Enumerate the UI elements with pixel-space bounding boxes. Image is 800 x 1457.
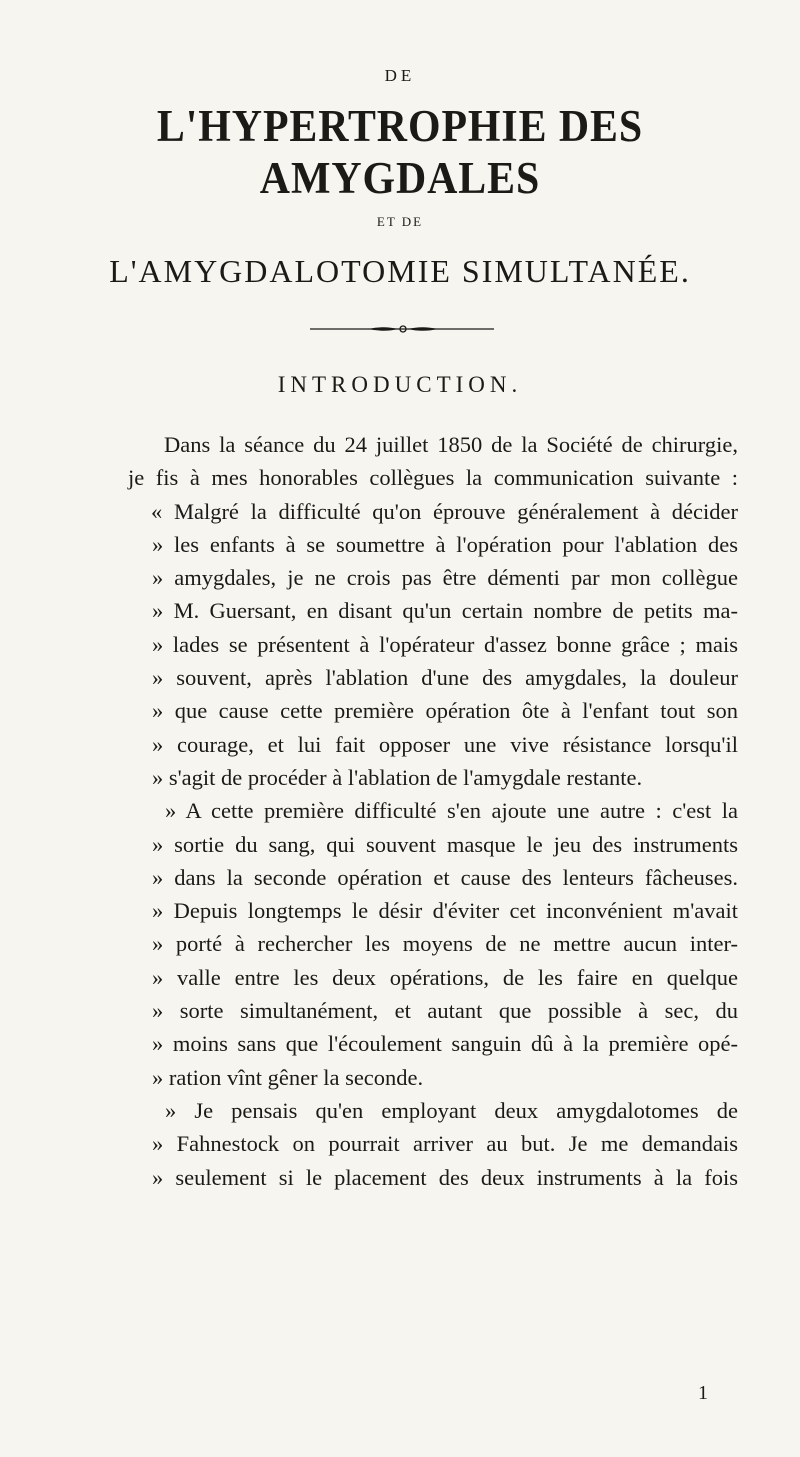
- text-line: » que cause cette première opération ôte à l'enfant tout son: [152, 698, 738, 724]
- sub-title: L'AMYGDALOTOMIE SIMULTANÉE.: [109, 253, 691, 289]
- title-kicker: DE: [384, 66, 416, 85]
- text-line: » Fahnestock on pourrait arriver au but. Je me demandais: [152, 1131, 738, 1157]
- text-line: » valle entre les deux opérations, de les faire en quelque: [152, 964, 738, 990]
- text-line: » ration vînt gêner la seconde.: [152, 1064, 424, 1090]
- section-heading: INTRODUCTION.: [277, 372, 523, 397]
- ornament-divider: [310, 325, 494, 333]
- page-number: 1: [698, 1382, 708, 1404]
- text-line: « Malgré la difficulté qu'on éprouve généralement à décider: [151, 498, 738, 524]
- text-line: je fis à mes honorables collègues la communication suivante :: [128, 465, 738, 491]
- text-line: » amygdales, je ne crois pas être démenti par mon collègue: [152, 565, 738, 591]
- text-line: » dans la seconde opération et cause des lenteurs fâcheuses.: [152, 864, 738, 890]
- title-connector: ET DE: [376, 214, 424, 229]
- text-line: Dans la séance du 24 juillet 1850 de la Société de chirurgie,: [164, 432, 738, 457]
- text-line: » souvent, après l'ablation d'une des amygdales, la douleur: [152, 665, 738, 691]
- text-line: » Depuis longtemps le désir d'éviter cet inconvénient m'avait: [152, 898, 738, 924]
- text-line: » sorte simultanément, et autant que possible à sec, du: [152, 998, 738, 1024]
- text-line: » courage, et lui fait opposer une vive résistance lorsqu'il: [152, 731, 738, 757]
- text-line: » sortie du sang, qui souvent masque le jeu des instruments: [152, 831, 738, 857]
- text-line: » lades se présentent à l'opérateur d'assez bonne grâce ; mais: [152, 631, 738, 657]
- text-line: » M. Guersant, en disant qu'un certain nombre de petits ma-: [152, 598, 738, 624]
- body-text: [128, 428, 738, 1194]
- text-line: » A cette première difficulté s'en ajoute une autre : c'est la: [165, 798, 738, 824]
- text-line: » les enfants à se soumettre à l'opération pour l'ablation des: [152, 531, 738, 557]
- text-line: » seulement si le placement des deux instruments à la fois: [152, 1164, 738, 1190]
- text-line: » moins sans que l'écoulement sanguin dû à la première opé-: [152, 1031, 738, 1057]
- main-title: L'HYPERTROPHIE DES AMYGDALES: [156, 101, 644, 203]
- text-line: » Je pensais qu'en employant deux amygdalotomes de: [165, 1097, 738, 1123]
- text-line: » porté à rechercher les moyens de ne mettre aucun inter-: [152, 931, 738, 957]
- text-line: » s'agit de procéder à l'ablation de l'amygdale restante.: [152, 764, 643, 790]
